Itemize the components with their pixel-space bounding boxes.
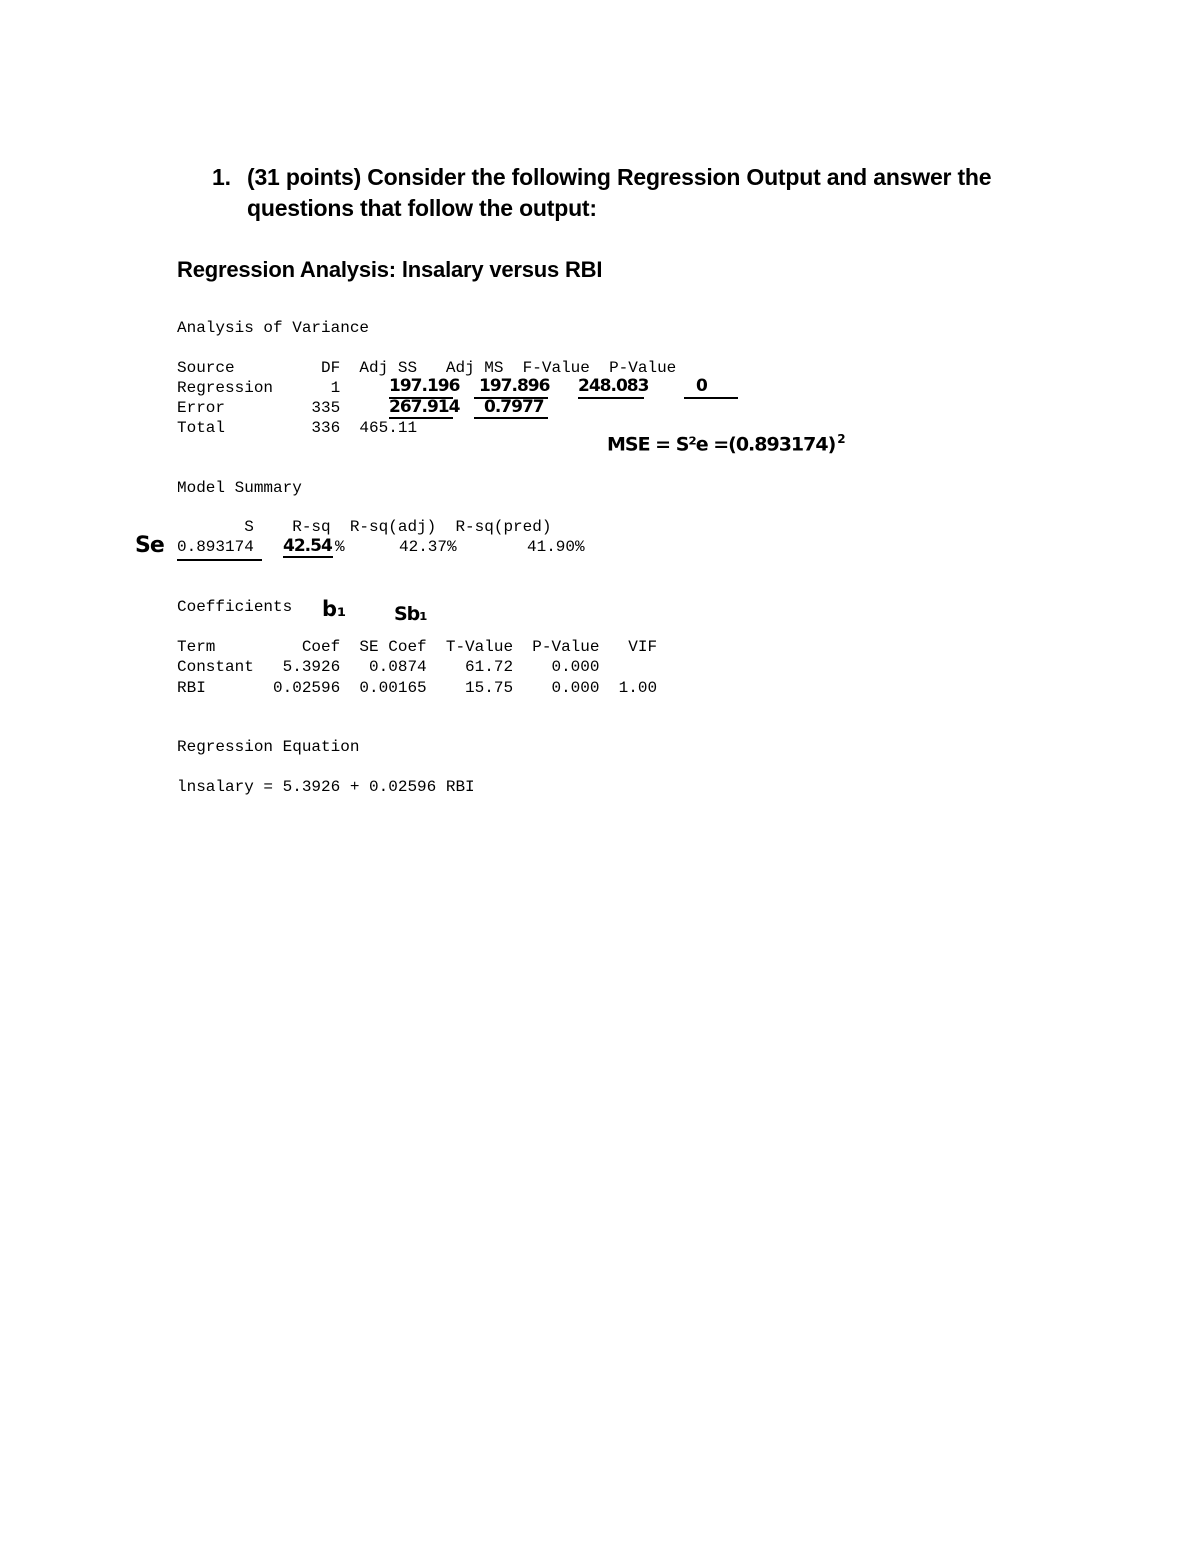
model-summary-s-value: 0.893174 bbox=[177, 538, 254, 556]
handwritten-error-adj-ms: 0.7977 bbox=[484, 397, 544, 417]
handwritten-mse-note bbox=[607, 432, 845, 455]
underline-error-adj-ss bbox=[389, 417, 453, 419]
question-line-2: questions that follow the output: bbox=[247, 195, 597, 221]
anova-row-error: Error 335 bbox=[177, 399, 341, 417]
handwritten-reg-adj-ss: 197.196 bbox=[389, 376, 460, 396]
model-summary-title: Model Summary bbox=[177, 479, 302, 497]
anova-row-regression: Regression 1 bbox=[177, 379, 341, 397]
handwritten-b1-label: b₁ bbox=[322, 597, 347, 621]
underline-error-adj-ms bbox=[474, 417, 548, 419]
handwritten-f-value: 248.083 bbox=[578, 376, 649, 396]
mse-note-exponent: 2 bbox=[837, 432, 845, 446]
section-heading: Regression Analysis: lnsalary versus RBI bbox=[177, 257, 603, 282]
anova-title: Analysis of Variance bbox=[177, 319, 370, 337]
model-summary-rsq-adj: 42.37% bbox=[399, 538, 457, 556]
underline-rsq bbox=[283, 556, 333, 558]
mse-note-text: MSE = S²e =(0.893174) bbox=[607, 433, 836, 456]
model-summary-header: S R-sq R-sq(adj) R-sq(pred) bbox=[177, 518, 552, 536]
underline-p-value bbox=[684, 397, 738, 399]
handwritten-error-adj-ss: 267.914 bbox=[389, 397, 460, 417]
equation-title: Regression Equation bbox=[177, 738, 360, 756]
anova-header: Source DF Adj SS Adj MS F-Value P-Value bbox=[177, 359, 677, 377]
question-line-1: (31 points) Consider the following Regression Output and answer the bbox=[247, 164, 992, 190]
equation-text: lnsalary = 5.3926 + 0.02596 RBI bbox=[177, 778, 475, 796]
handwritten-sb1-label: Sb₁ bbox=[394, 603, 427, 625]
coefficients-row-constant: Constant 5.3926 0.0874 61.72 0.000 bbox=[177, 658, 600, 676]
coefficients-title: Coefficients bbox=[177, 598, 293, 616]
question-number: 1. bbox=[212, 164, 231, 190]
coefficients-header: Term Coef SE Coef T-Value P-Value VIF bbox=[177, 638, 658, 656]
model-summary-rsq-pred: 41.90% bbox=[527, 538, 585, 556]
handwritten-rsq: 42.54 bbox=[283, 536, 332, 556]
underline-s-value bbox=[177, 559, 262, 561]
model-summary-rsq-suffix: % bbox=[335, 538, 345, 556]
anova-row-total: Total 336 465.11 bbox=[177, 419, 418, 437]
handwritten-p-value: 0 bbox=[696, 376, 707, 396]
handwritten-reg-adj-ms: 197.896 bbox=[479, 376, 550, 396]
coefficients-row-rbi: RBI 0.02596 0.00165 15.75 0.000 1.00 bbox=[177, 679, 658, 697]
underline-f-value bbox=[578, 397, 644, 399]
handwritten-se-label: Se bbox=[135, 533, 164, 558]
